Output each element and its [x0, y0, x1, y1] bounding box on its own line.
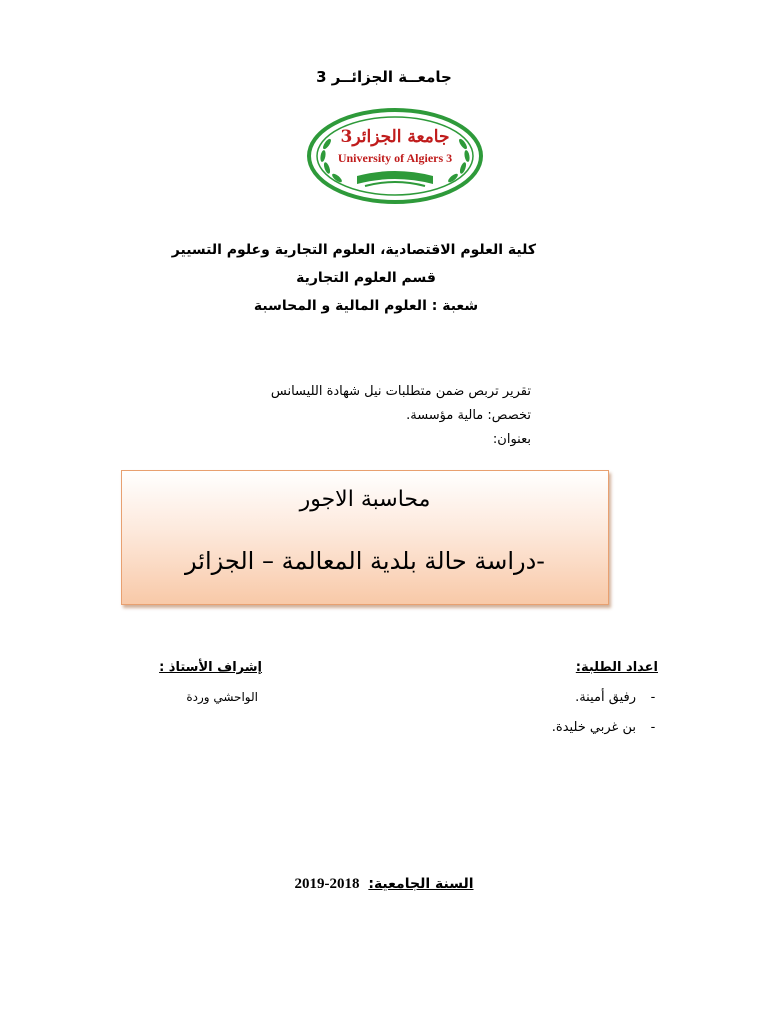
department-line: قسم العلوم التجارية: [296, 270, 436, 286]
branch-line: شعبة : العلوم المالية و المحاسبة: [253, 298, 479, 314]
supervisor-label: إشراف الأستاذ :: [159, 660, 262, 675]
academic-year-label: السنة الجامعية:: [368, 876, 474, 892]
supervisor-name: الواحشي وردة: [186, 690, 258, 704]
student-name: رفيق أمينة.: [575, 690, 636, 705]
student-item: [552, 720, 658, 735]
specialty-line: تخصص: مالية مؤسسة.: [406, 408, 531, 423]
academic-year-row: [0, 876, 768, 893]
students-label: اعداد الطلبة:: [575, 660, 658, 675]
academic-year-value: 2019-2018: [294, 876, 360, 892]
student-item: [575, 690, 658, 705]
bullet-dash: -: [650, 690, 656, 705]
subtitle: -دراسة حالة بلدية المعالمة – الجزائر: [185, 547, 545, 575]
bullet-dash: -: [650, 720, 656, 735]
report-purpose-line: تقرير تربص ضمن متطلبات نيل شهادة الليسانس: [270, 384, 531, 399]
logo-arabic-text: جامعة الجزائر3: [340, 127, 450, 147]
faculty-line: كلية العلوم الاقتصادية، العلوم التجارية وعلوم التسيير: [171, 242, 536, 258]
title-box: [121, 470, 609, 605]
student-name: بن غربي خليدة.: [551, 720, 636, 735]
report-info-block: [211, 380, 531, 452]
university-logo: [305, 106, 485, 206]
logo-english-text: University of Algiers 3: [337, 151, 453, 165]
university-name: جامعــة الجزائــر 3: [316, 68, 452, 86]
title-intro-line: بعنوان:: [492, 432, 531, 447]
faculty-block: [171, 236, 536, 320]
main-title: محاسبة الاجور: [299, 487, 431, 512]
